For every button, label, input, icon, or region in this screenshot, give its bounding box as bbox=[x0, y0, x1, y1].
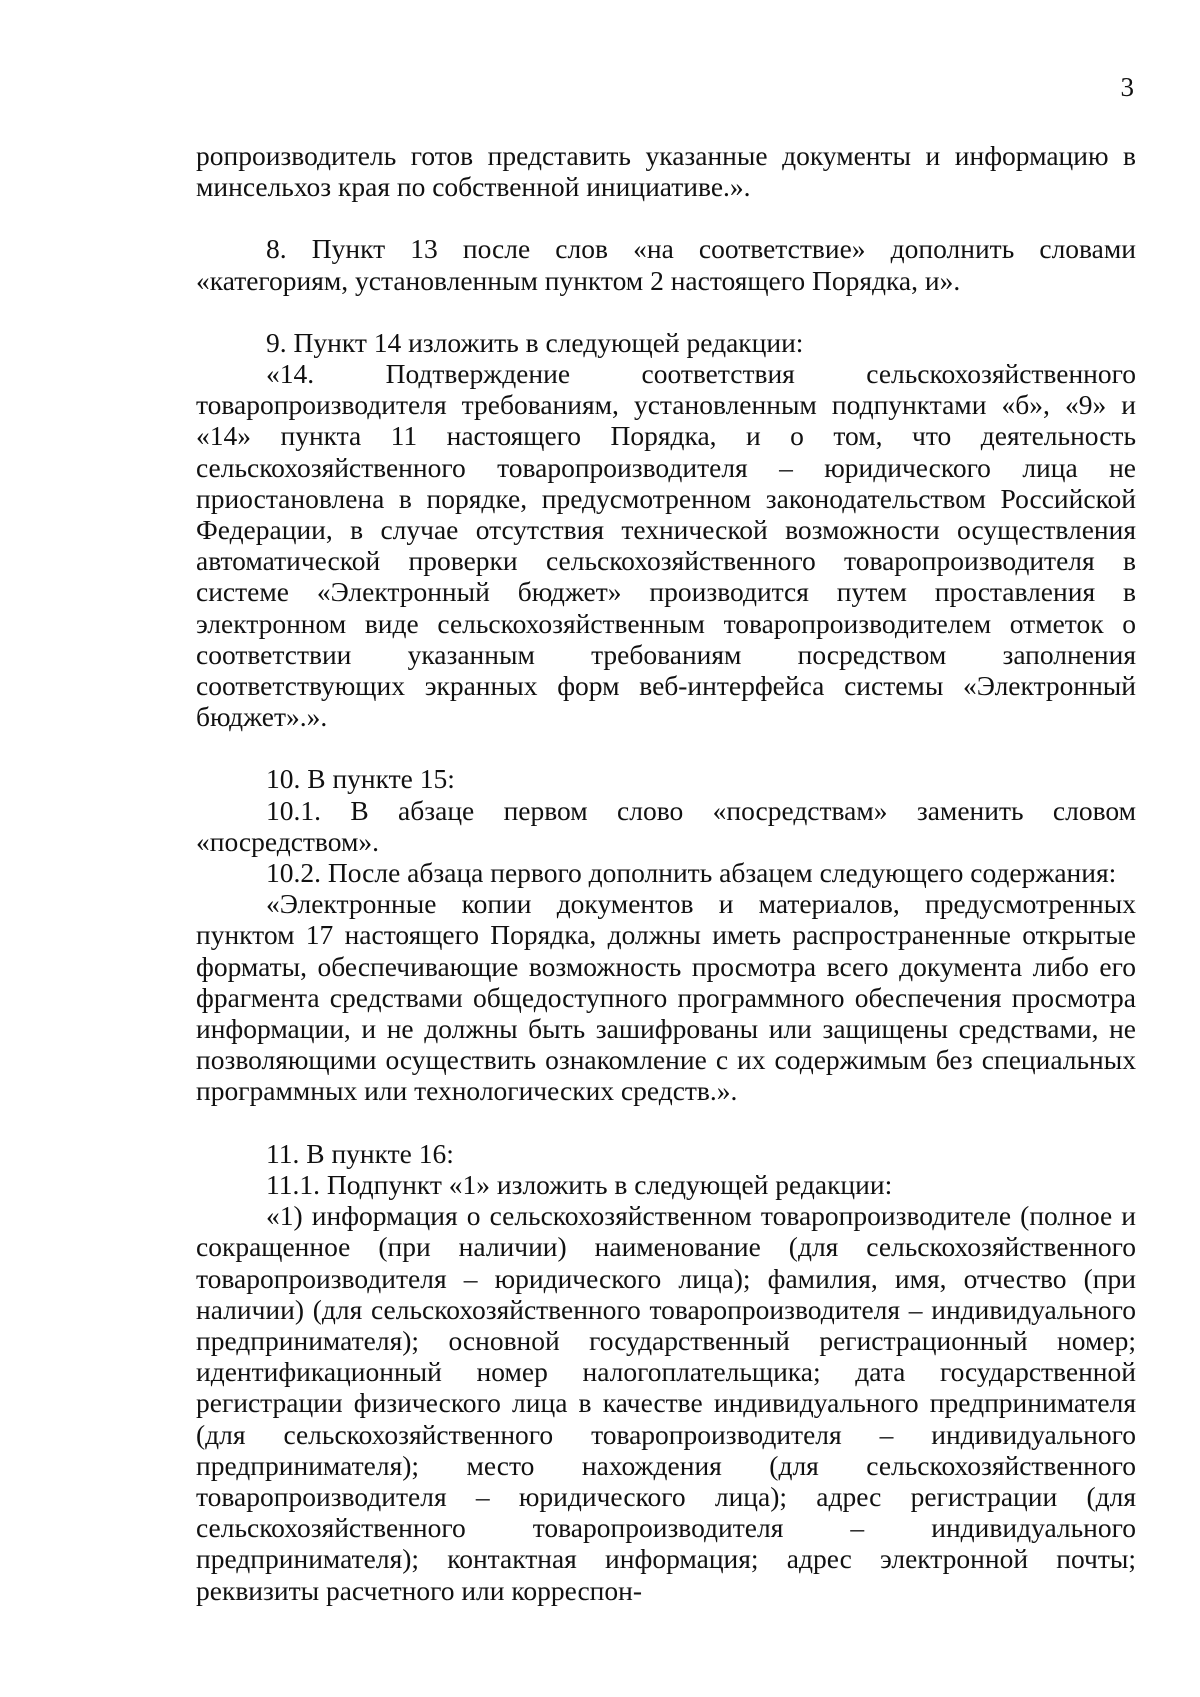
paragraph-item-11: 11. В пункте 16: bbox=[266, 1137, 454, 1169]
paragraph-item-11-1: 11.1. Подпункт «1» изложить в следующей редакции: bbox=[266, 1168, 893, 1200]
page-number: 3 bbox=[1120, 72, 1134, 102]
paragraph-item-8: 8. Пункт 13 после слов «на соответствие» дополнить словами «категориям, установленным пунктом 2 настоящего Порядка, и». bbox=[196, 233, 1136, 296]
document-body bbox=[196, 140, 1136, 1606]
paragraph-electronic-copies: «Электронные копии документов и материалов, предусмотренных пунктом 17 настоящего Порядка, должны иметь распространенные открытые форматы, обеспечивающие возможность просмотра всего документа либо его фрагмента средствами общедоступного программного обеспечения просмотра информации, и не должны быть зашифрованы или защищены средствами, не позволяющими осуществить ознакомление с их содержимым без специальных программных или технологических средств.». bbox=[196, 888, 1136, 1107]
paragraph-item-10-1: 10.1. В абзаце первом слово «посредствам» заменить словом «посредством». bbox=[196, 794, 1136, 857]
paragraph-item-10-2: 10.2. После абзаца первого дополнить абзацем следующего содержания: bbox=[266, 857, 1117, 889]
paragraph-item-14-text: «14. Подтверждение соответствия сельскохозяйственного товаропроизводителя требованиям, установленным подпунктами «б», «9» и «14» пункта 11 настоящего Порядка, и о том, что деятельность сельскохозяйственного товаропроизводителя – юридического лица не приостановлена в порядке, предусмотренном законодательством Российской Федерации, в случае отсутствия технической возможности осуществления автоматической проверки сельскохозяйственного товаропроизводителя в системе «Электронный бюджет» производится путем проставления в электронном виде сельскохозяйственным товаропроизводителем отметок о соответствии указанным требованиям посредством заполнения соответствующих экранных форм веб-интерфейса системы «Электронный бюджет».». bbox=[196, 358, 1136, 733]
paragraph-item-9: 9. Пункт 14 изложить в следующей редакции: bbox=[266, 326, 804, 358]
paragraph-subitem-1-text: «1) информация о сельскохозяйственном товаропроизводителе (полное и сокращенное (при наличии) наименование (для сельскохозяйственного товаропроизводителя – юридического лица); фамилия, имя, отчество (при наличии) (для сельскохозяйственного товаропроизводителя – индивидуального предпринимателя); основной государственный регистрационный номер; идентификационный номер налогоплательщика; дата государственной регистрации физического лица в качестве индивидуального предпринимателя (для сельскохозяйственного товаропроизводителя – индивидуального предпринимателя); место нахождения (для сельскохозяйственного товаропроизводителя – юридического лица); адрес регистрации (для сельскохозяйственного товаропроизводителя – индивидуального предпринимателя); контактная информация; адрес электронной почты; реквизиты расчетного или корреспон- bbox=[196, 1200, 1136, 1606]
paragraph-continuation: ропроизводитель готов представить указанные документы и информацию в минсельхоз края по собственной инициативе.». bbox=[196, 140, 1136, 203]
paragraph-item-10: 10. В пункте 15: bbox=[266, 763, 455, 795]
